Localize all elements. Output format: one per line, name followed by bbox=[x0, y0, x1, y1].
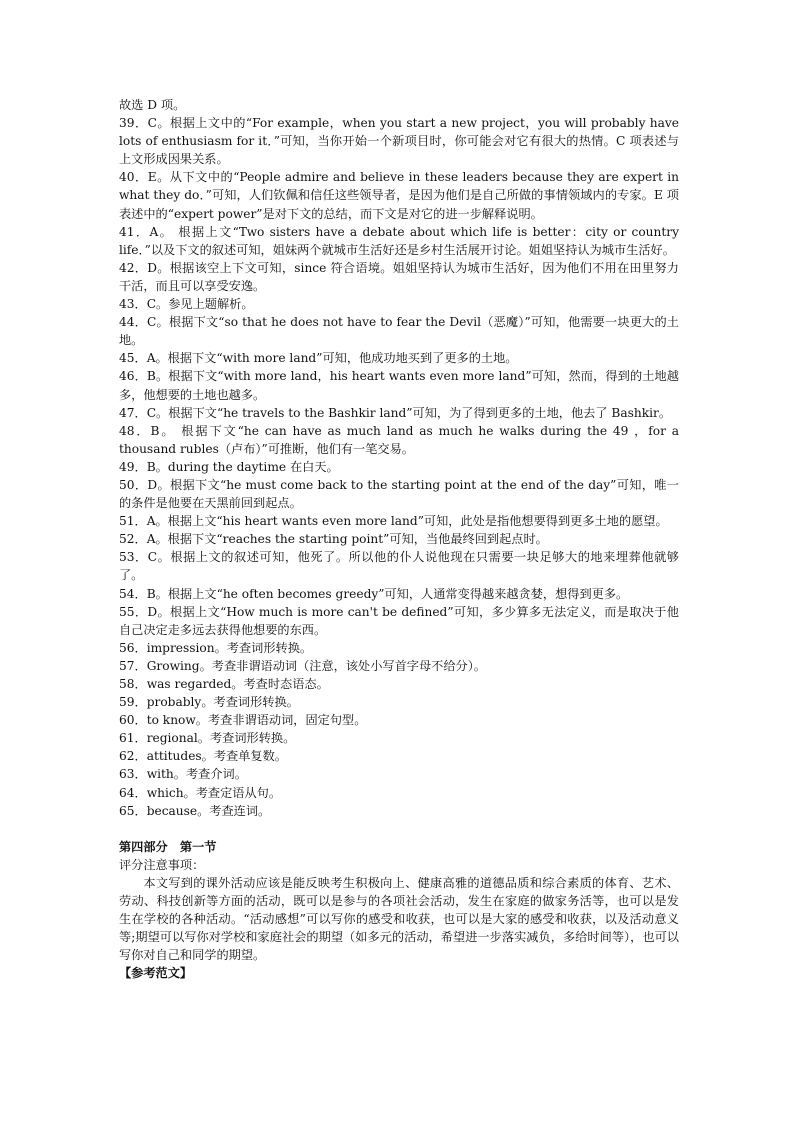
answer-61: 61．regional。考查词形转换。 bbox=[119, 731, 296, 746]
answer-44: 44．C。根据下文“so that he does not have to fear the Devil（恶魔）”可知，他需要一块更大的土地。 bbox=[119, 315, 679, 348]
answer-40: 40．E。从下文中的“People admire and believe in these leaders because they are expert in what they do．”可知，人们钦佩和信任这些领导者，是因为他们是自己所做的事情领域内的专家。E 项表述中的“expert power”是对下文的总结，而下文是对它的进一步解释说明。 bbox=[119, 170, 679, 221]
answer-42: 42．D。根据该空上下文可知，since 符合语境。姐姐坚持认为城市生活好，因为他们不用在田里努力干活，而且可以享受安逸。 bbox=[119, 260, 679, 293]
answer-48: 48．B。 根据下文“he can have as much land as much he walks during the 49 ，for a thousand rubles（卢布）”可推断，他们有一笔交易。 bbox=[119, 423, 679, 456]
answer-43: 43．C。参见上题解析。 bbox=[119, 297, 254, 312]
scoring-notes-label: 评分注意事项： bbox=[119, 857, 205, 872]
answer-64: 64．which。考查定语从句。 bbox=[119, 785, 282, 800]
answer-65: 65．because。考查连词。 bbox=[119, 803, 271, 818]
answer-key-content bbox=[119, 96, 679, 983]
scoring-notes-paragraph: 本文写到的课外活动应该是能反映考生积极向上、健康高雅的道德品质和综合素质的体育、艺术、劳动、科技创新等方面的活动，既可以是参与的各项社会活动，发生在家庭的做家务活等，也可以是发生在学校的各种活动。“活动感想”可以写你的感受和收获，也可以是大家的感受和收获，以及活动意义等;期望可以写你对学校和家庭社会的期望（如多元的活动，希望进一步落实减负，多给时间等），也可以写你对自己和同学的期望。 bbox=[119, 875, 679, 963]
answer-62: 62．attitudes。考查单复数。 bbox=[119, 749, 287, 764]
answer-57: 57．Growing。考查非谓语动词（注意，该处小写首字母不给分）。 bbox=[119, 658, 486, 673]
answer-55: 55．D。根据上文“How much is more can't be defined”可知，多少算多无法定义，而是取决于他自己决定走多远去获得他想要的东西。 bbox=[119, 604, 679, 637]
answer-50: 50．D。根据下文“he must come back to the starting point at the end of the day”可知，唯一的条件是他要在天黑前回到起点。 bbox=[119, 477, 679, 511]
answer-63: 63．with。考查介词。 bbox=[119, 767, 247, 782]
answer-56: 56．impression。考查词形转换。 bbox=[119, 640, 313, 655]
answer-41: 41．A。 根据上文“Two sisters have a debate about which life is better：city or country life．”以及下文的叙述可知，姐妹两个就城市生活好还是乡村生活展开讨论。姐姐坚持认为城市生活好。 bbox=[119, 224, 679, 257]
answer-60: 60．to know。考查非谓语动词，固定句型。 bbox=[119, 713, 367, 728]
answer-45: 45．A。根据下文“with more land”可知，他成功地买到了更多的土地。 bbox=[119, 351, 518, 366]
answer-51: 51．A。根据上文“his heart wants even more land”可知，此处是指他想要得到更多土地的愿望。 bbox=[119, 514, 668, 529]
answer-59: 59．probably。考查词形转换。 bbox=[119, 695, 299, 710]
answer-53: 53．C。根据上文的叙述可知，他死了。所以他的仆人说他现在只需要一块足够大的地来埋葬他就够了。 bbox=[119, 550, 679, 583]
answer-52: 52．A。根据下文“reaches the starting point”可知，当他最终回到起点时。 bbox=[119, 532, 548, 547]
answer-39: 39．C。根据上文中的“For example，when you start a new project，you will probably have lots of enthusiasm for it．”可知，当你开始一个新项目时，你可能会对它有很大的热情。C 项表述与上文形成因果关系。 bbox=[119, 116, 679, 167]
section-spacer bbox=[119, 820, 679, 838]
answer-58: 58．was regarded。考查时态语态。 bbox=[119, 677, 329, 691]
reference-essay-label: 【参考范文】 bbox=[119, 966, 193, 981]
section-heading: 第四部分 第一节 bbox=[119, 839, 217, 854]
answer-49: 49．B。during the daytime 在白天。 bbox=[119, 459, 339, 474]
answer-line: 故选 D 项。 bbox=[119, 98, 186, 112]
answer-54: 54．B。根据上文“he often becomes greedy”可知，人通常变得越来越贪婪，想得到更多。 bbox=[119, 586, 629, 601]
answer-46: 46．B。根据下文“with more land，his heart wants even more land”可知，然而，得到的土地越多，他想要的土地也越多。 bbox=[119, 369, 679, 402]
answer-47: 47．C。根据下文“he travels to the Bashkir land”可知，为了得到更多的土地，他去了 Bashkir。 bbox=[119, 405, 672, 420]
